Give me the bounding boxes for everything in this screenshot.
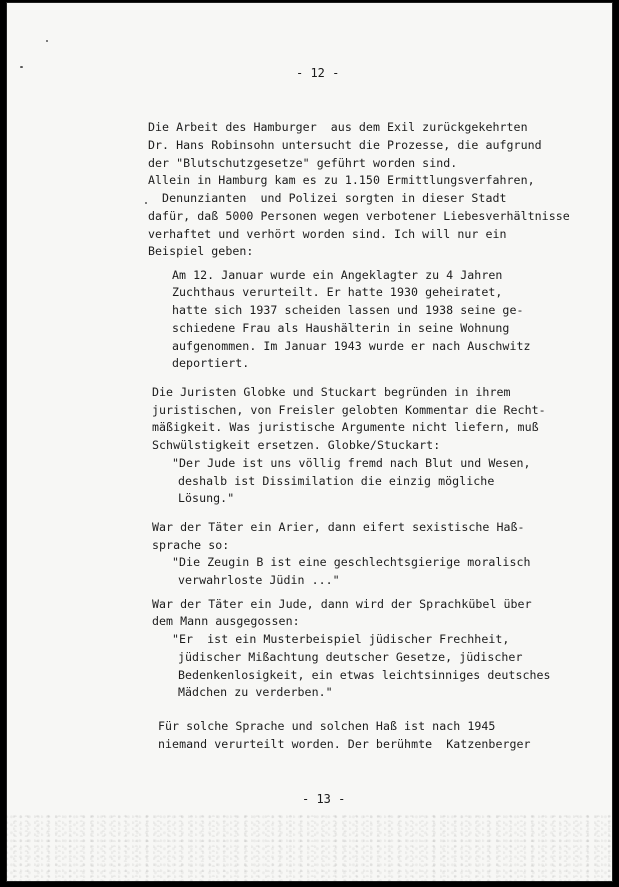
text-line: dem Mann ausgegossen:	[152, 614, 300, 628]
text-line: mäßigkeit. Was juristische Argumente nicht liefern, muß	[152, 420, 539, 434]
text-line: deshalb ist Dissimilation die einzig mögliche	[178, 474, 495, 488]
text-line: Zuchthaus verurteilt. Er hatte 1930 geheiratet,	[172, 285, 503, 299]
text-line: juristischen, von Freisler gelobten Kommentar die Recht-	[152, 403, 546, 417]
text-line: War der Täter ein Arier, dann eifert sexistische Haß-	[152, 520, 525, 534]
text-line: "Der Jude ist uns völlig fremd nach Blut und Wesen,	[172, 456, 531, 470]
text-line: War der Täter ein Jude, dann wird der Sprachkübel über	[152, 597, 532, 611]
text-line: Bedenkenlosigkeit, ein etwas leichtsinniges deutsches	[178, 668, 551, 682]
scan-speck	[46, 40, 48, 42]
text-line: aufgenommen. Im Januar 1943 wurde er nach Auschwitz	[172, 339, 531, 353]
text-line: Die Juristen Globke und Stuckart begründen in ihrem	[152, 385, 511, 399]
document-page	[6, 2, 613, 882]
text-line: Am 12. Januar wurde ein Angeklagter zu 4 Jahren	[172, 268, 503, 282]
text-line: hatte sich 1937 scheiden lassen und 1938 seine ge-	[172, 303, 524, 317]
text-line: verhaftet und verhört worden sind. Ich will nur ein	[148, 227, 507, 241]
text-line: jüdischer Mißachtung deutscher Gesetze, jüdischer	[178, 650, 523, 664]
text-line: Mädchen zu verderben."	[178, 685, 333, 699]
text-line: Für solche Sprache und solchen Haß ist nach 1945	[158, 719, 496, 733]
scan-speck	[20, 66, 23, 68]
text-line: sprache so:	[152, 538, 230, 552]
text-line: "Er ist ein Musterbeispiel jüdischer Frechheit,	[172, 632, 510, 646]
text-line: deportiert.	[172, 356, 250, 370]
text-line: Schwülstigkeit ersetzen. Globke/Stuckart:	[152, 438, 441, 452]
text-line: Dr. Hans Robinsohn untersucht die Prozesse, die aufgrund	[148, 138, 542, 152]
scan-speck	[145, 202, 147, 204]
text-line: Lösung."	[178, 491, 235, 505]
page-number-bottom: - 13 -	[302, 792, 346, 806]
text-line: schiedene Frau als Haushälterin in seine Wohnung	[172, 321, 510, 335]
scan-noise	[6, 812, 613, 882]
text-line: "Die Zeugin B ist eine geschlechtsgierige moralisch	[172, 555, 531, 569]
page-number-top: - 12 -	[296, 66, 340, 80]
text-line: Die Arbeit des Hamburger aus dem Exil zurückgekehrten	[148, 120, 528, 134]
text-line: verwahrloste Jüdin ..."	[178, 573, 340, 587]
text-line: Beispiel geben:	[148, 244, 254, 258]
text-line: dafür, daß 5000 Personen wegen verbotener Liebesverhältnisse	[148, 209, 570, 223]
text-line: der "Blutschutzgesetze" geführt worden sind.	[148, 156, 458, 170]
text-line: Denunzianten und Polizei sorgten in dieser Stadt	[148, 191, 507, 205]
text-line: Allein in Hamburg kam es zu 1.150 Ermittlungsverfahren,	[148, 173, 535, 187]
text-line: niemand verurteilt worden. Der berühmte Katzenberger	[158, 737, 531, 751]
